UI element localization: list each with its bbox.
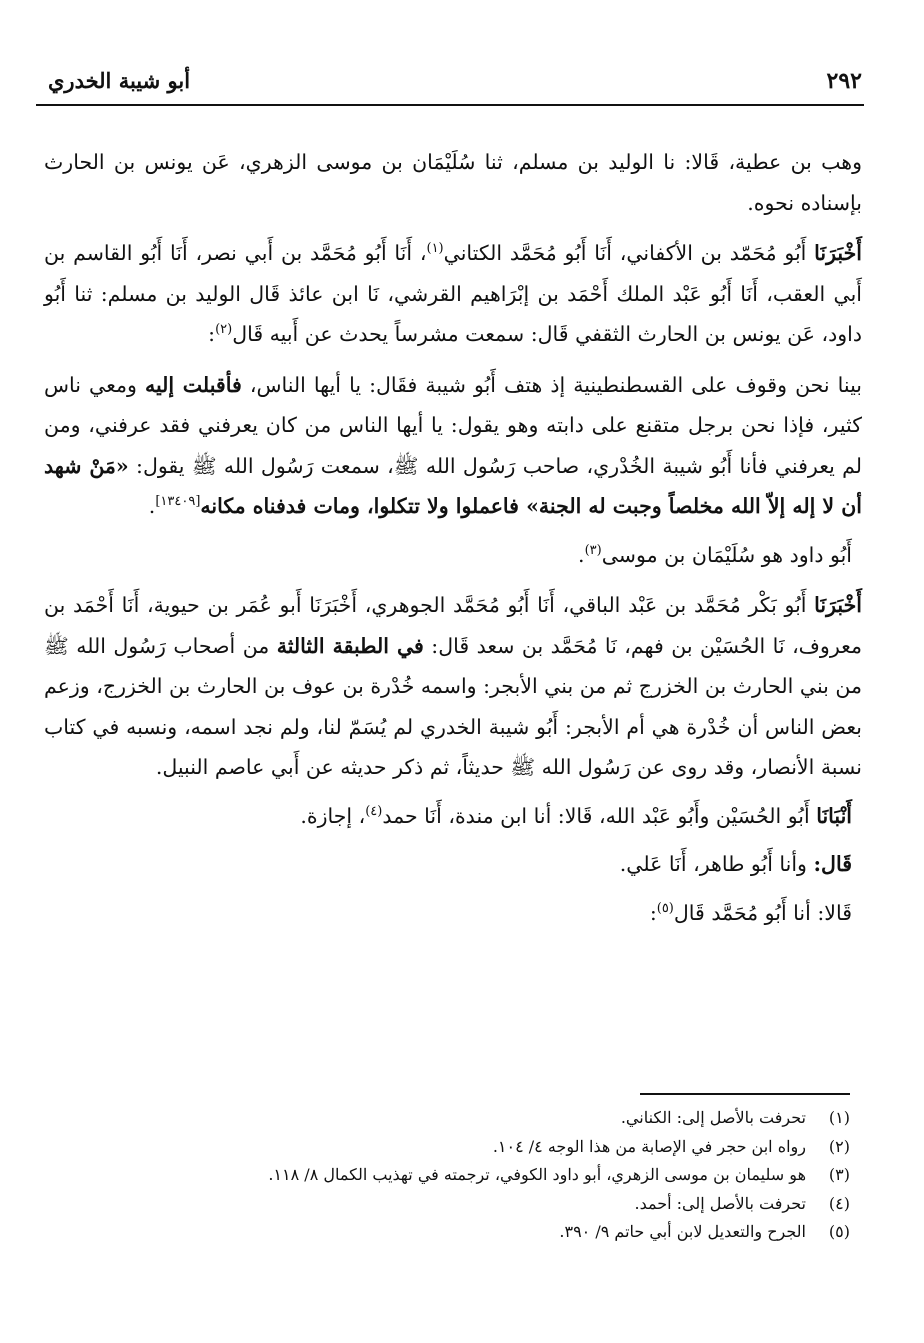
hadith-quote: «مَنْ شهد أن لا إله إلاّ الله مخلصاً وجبت له الجنة» bbox=[44, 453, 862, 518]
footnote-marker: (٥) bbox=[656, 900, 674, 916]
footnote-number: (٣) bbox=[828, 1165, 850, 1184]
paragraph-text: أَبُو الحُسَيْن وأَبُو عَبْد الله، قَالا: أنا ابن مندة، أَنَا حمد bbox=[382, 803, 817, 828]
footnote-text: تحرفت بالأصل إلى: أحمد. bbox=[634, 1193, 806, 1213]
main-text bbox=[44, 142, 862, 933]
emphasis-text: فأقبلت إليه bbox=[144, 372, 242, 397]
paragraph-text: بينا نحن وقوف على القسطنطينية إذ هتف أَبُو شيبة فقَال: يا أيها الناس، bbox=[241, 372, 863, 397]
paragraph-text: وأنا أَبُو طاهر، أَنَا عَلي. bbox=[619, 852, 814, 876]
paragraph-text: ، أَنَا أَبُو مُحَمَّد بن أَبي نصر، أَنَا أَبُو القاسم بن أَبي العقب، أَنَا أَبُو عَبْد الملك أَحْمَد بن إبْرَاهيم القرشي، نَا ابن عائذ قَال الوليد بن مسلم: ثنا أَبُو داود، عَن يونس بن الحارث الثقفي قَال: سمعت مشرساً يحدث عن أَبيه قَال bbox=[44, 241, 862, 346]
paragraph-text: من أصحاب رَسُول الله ﷺ من بني الحارث بن الخزرج ثم من بني الأبجر: واسمه خُدْرة بن عوف بن الحارث بن الخزرج، وزعم بعض الناس أن خُدْرة هي أم الأبجر: أَبُو شيبة الخدري لم يُسَمّ لنا، ولم نجد اسمه، ونسبه في كتاب نسبة الأنصار، وقد روى عن رَسُول الله ﷺ حديثاً، ثم ذكر حديثه عن أَبي عاصم النبيل. bbox=[44, 633, 862, 779]
paragraph-7 bbox=[44, 844, 862, 885]
footnote-item bbox=[90, 1161, 850, 1190]
emphasis-text: فاعملوا ولا تتكلوا، ومات فدفناه مكانه bbox=[200, 494, 527, 518]
footnote-number: (٤) bbox=[828, 1193, 850, 1213]
emphasis-text: في الطبقة الثالثة bbox=[276, 633, 424, 658]
footnote-text: الجرح والتعديل لابن أبي حاتم ٩/ ٣٩٠. bbox=[559, 1222, 806, 1241]
paragraph-text: أَبُو مُحَمّد بن الأكفاني، أَنَا أَبُو مُحَمَّد الكتاني bbox=[443, 241, 815, 265]
footnote-text: تحرفت بالأصل إلى: الكناني. bbox=[620, 1108, 806, 1127]
paragraph-text: قَالا: أنا أَبُو مُحَمَّد قَال bbox=[673, 900, 852, 925]
page-header bbox=[42, 62, 864, 108]
paragraph-text: أَبُو بَكْر مُحَمَّد بن عَبْد الباقي، أَنَا أَبُو مُحَمَّد الجوهري، أَخْبَرَنَا أَبو عُمَر بن حيوية، أَنَا أَحْمَد بن معروف، نَا الحُسَيْن بن فهم، نَا مُحَمَّد بن سعد قَال: bbox=[44, 593, 863, 658]
paragraph-text: ومعي ناس كثير، فإذا نحن برجل متقنع على دابته وهو يقول: يا أيها الناس من كان يعرفني فقد عرفني، ومن لم يعرفني فأنا أَبُو شيبة الخُدْري، صاحب رَسُول الله ﷺ، سمعت رَسُول الله ﷺ يقول: bbox=[44, 372, 862, 478]
paragraph-6 bbox=[44, 796, 862, 837]
footnote-item bbox=[90, 1133, 850, 1162]
paragraph-4 bbox=[44, 535, 862, 576]
running-title: أبو شيبة الخدري bbox=[48, 68, 191, 93]
footnotes bbox=[90, 1104, 850, 1247]
footnote-marker: (١) bbox=[426, 241, 444, 257]
paragraph-text: أَبُو داود هو سُلَيْمَان بن موسى bbox=[601, 542, 852, 567]
paragraph-text: الحارث بإسناده نحوه. bbox=[44, 150, 862, 215]
footnote-marker: (٤) bbox=[365, 803, 383, 819]
footnote-number: (٢) bbox=[828, 1136, 850, 1156]
paragraph-text: . bbox=[148, 494, 156, 518]
chain-keyword: أَخْبَرَنَا bbox=[814, 241, 862, 265]
footnote-marker: (٣) bbox=[584, 542, 602, 558]
paragraph-text: . bbox=[578, 542, 585, 567]
footnote-item bbox=[90, 1190, 850, 1219]
chain-keyword: أَنْبَانَا bbox=[816, 803, 852, 828]
footnote-item bbox=[90, 1218, 850, 1247]
footnote-number: (١) bbox=[828, 1108, 850, 1127]
paragraph-3 bbox=[44, 365, 862, 527]
reference-marker: [١٣٤٠٩] bbox=[155, 494, 201, 510]
header-rule bbox=[36, 104, 864, 106]
footnote-text: هو سليمان بن موسى الزهري، أبو داود الكوفي، ترجمته في تهذيب الكمال ٨/ ١١٨. bbox=[268, 1165, 806, 1184]
chain-keyword: قَال: bbox=[813, 852, 852, 876]
page-number: ٢٩٢ bbox=[826, 68, 862, 94]
chain-keyword: أَخْبَرَنَا bbox=[814, 593, 862, 617]
paragraph-text: ، إجازة. bbox=[300, 803, 366, 828]
paragraph-text: وهب بن عطية، قَالا: نا الوليد بن مسلم، ثنا سُلَيْمَان بن موسى الزهري، عَن يونس بن bbox=[113, 150, 862, 174]
paragraph-2 bbox=[44, 233, 862, 355]
footnote-rule bbox=[640, 1093, 850, 1095]
footnote-number: (٥) bbox=[828, 1222, 850, 1241]
footnote-marker: (٢) bbox=[215, 322, 233, 338]
paragraph-8 bbox=[44, 893, 862, 934]
paragraph-1 bbox=[44, 142, 862, 223]
paragraph-5 bbox=[44, 585, 862, 788]
paragraph-text: : bbox=[208, 322, 216, 346]
footnote-item bbox=[90, 1104, 850, 1133]
paragraph-text: : bbox=[649, 900, 657, 925]
footnote-text: رواه ابن حجر في الإصابة من هذا الوجه ٤/ ١٠٤. bbox=[492, 1136, 806, 1156]
